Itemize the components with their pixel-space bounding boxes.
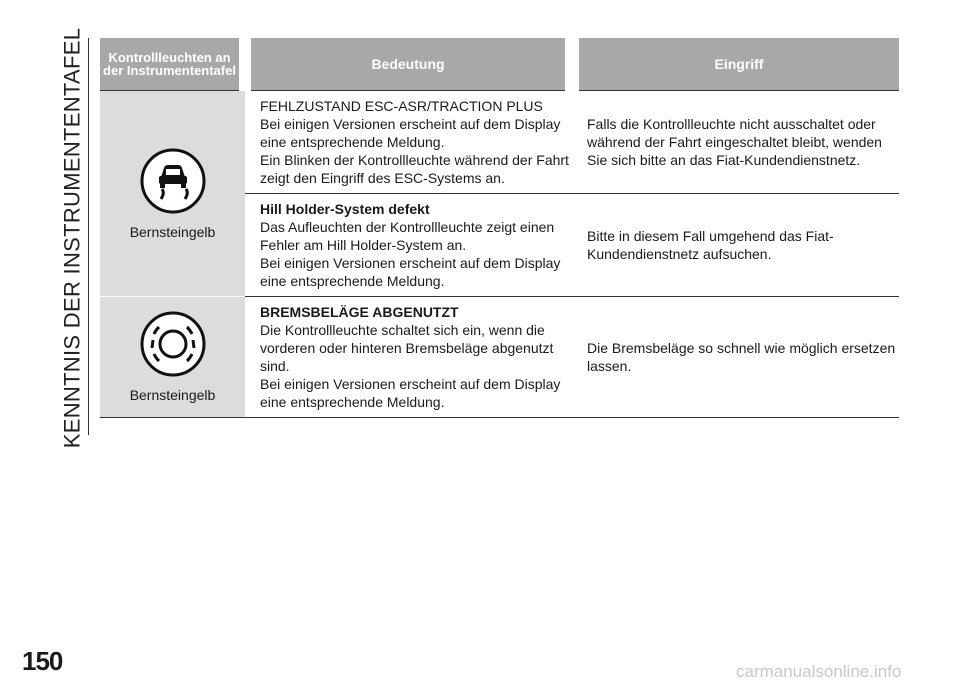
table-row: [100, 297, 899, 418]
meaning-title: BREMSBELÄGE ABGENUTZT: [260, 304, 459, 320]
action-cell: [572, 91, 899, 194]
meaning-title: Hill Holder-System defekt: [260, 201, 430, 217]
meaning-title: FEHLZUSTAND ESC-ASR/TRACTION PLUS: [260, 98, 543, 114]
meaning-line: Bei einigen Versionen erscheint auf dem Display: [260, 376, 561, 392]
action-line: Falls die Kontrollleuchte nicht ausschaltet oder: [587, 116, 876, 132]
action-line: lassen.: [587, 358, 632, 374]
meaning-line: eine entsprechende Meldung.: [260, 394, 445, 410]
action-line: Kundendienstnetz aufsuchen.: [587, 246, 772, 262]
side-rule: [88, 38, 89, 435]
side-section-title-text: KENNTNIS DER INSTRUMENTENTAFEL: [59, 27, 85, 448]
header-meaning: Bedeutung: [245, 38, 572, 91]
header-action: Eingriff: [572, 38, 899, 91]
esc-skid-car-icon: [139, 147, 207, 215]
watermark: carmanualsonline.info: [736, 662, 902, 681]
action-line: Die Bremsbeläge so schnell wie möglich ersetzen: [587, 340, 896, 356]
warning-lights-table: [100, 38, 899, 418]
meaning-line: eine entsprechende Meldung.: [260, 134, 445, 150]
meaning-line: Die Kontrollleuchte schaltet sich ein, wenn die: [260, 322, 545, 338]
table-row: [100, 91, 899, 194]
table-header-row: [100, 38, 899, 91]
meaning-line: Ein Blinken der Kontrollleuchte während der Fahrt: [260, 152, 569, 168]
brake-pad-wear-icon: [139, 310, 207, 378]
meaning-line: vorderen oder hinteren Bremsbeläge abgenutzt: [260, 340, 554, 356]
action-cell: [572, 194, 899, 297]
meaning-line: Das Aufleuchten der Kontrollleuchte zeigt einen: [260, 219, 555, 235]
header-warning-lights: Kontrollleuchten an der Instrumententafel: [100, 38, 245, 91]
icon-cell-brake: [100, 297, 245, 418]
action-cell: [572, 297, 899, 418]
meaning-cell: [245, 194, 572, 297]
meaning-line: Bei einigen Versionen erscheint auf dem Display: [260, 255, 561, 271]
meaning-line: eine entsprechende Meldung.: [260, 273, 445, 289]
icon-cell-esc: [100, 91, 245, 297]
meaning-line: zeigt den Eingriff des ESC-Systems an.: [260, 170, 505, 186]
side-section-title: [52, 27, 92, 448]
action-line: Bitte in diesem Fall umgehend das Fiat-: [587, 228, 834, 244]
meaning-cell: [245, 91, 572, 194]
meaning-line: Bei einigen Versionen erscheint auf dem Display: [260, 116, 561, 132]
icon-label-color: Bernsteingelb: [129, 387, 216, 403]
icon-label-color: Bernsteingelb: [129, 223, 216, 240]
meaning-line: sind.: [260, 358, 290, 374]
page-number: 150: [22, 646, 63, 676]
action-line: während der Fahrt eingeschaltet bleibt, wenden: [587, 134, 882, 150]
meaning-line: Fehler am Hill Holder-System an.: [260, 237, 467, 253]
meaning-cell: [245, 297, 572, 418]
action-line: Sie sich bitte an das Fiat-Kundendienstnetz.: [587, 152, 861, 168]
